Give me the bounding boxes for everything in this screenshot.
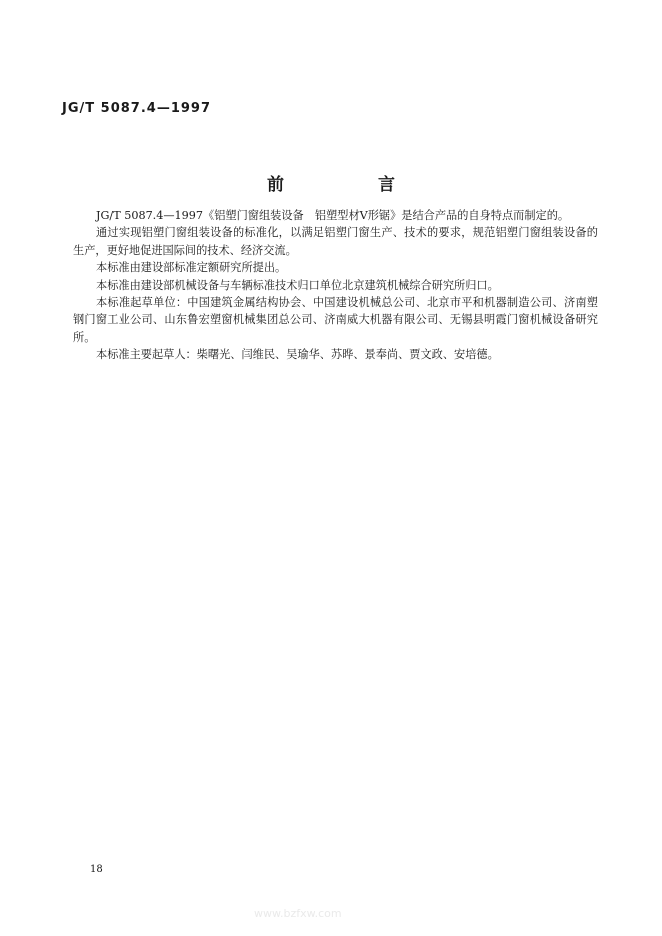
paragraph-scope: JG/T 5087.4—1997《铝塑门窗组装设备 铝塑型材Ⅴ形锯》是结合产品的自身特点而制定的。: [96, 209, 570, 222]
paragraph-administrator: 本标准由建设部机械设备与车辆标准技术归口单位北京建筑机械综合研究所归口。: [96, 278, 499, 292]
standard-code: JG/T 5087.4—1997: [62, 101, 211, 116]
paragraph-drafting-units: 本标准起草单位：中国建筑金属结构协会、中国建设机械总公司、北京市平和机器制造公司、济南塑钢门窗工业公司、山东鲁宏塑窗机械集团总公司、济南威大机器有限公司、无锡县明霞门窗机械设备研究所。: [73, 296, 598, 344]
paragraph-proposer: 本标准由建设部标准定额研究所提出。: [96, 261, 287, 275]
paragraph-purpose: 通过实现铝塑门窗组装设备的标准化，以满足铝塑门窗生产、技术的要求，规范铝塑门窗组装设备的生产，更好地促进国际间的技术、经济交流。: [73, 226, 598, 257]
foreword-body: [73, 207, 598, 364]
page-number: 18: [90, 864, 103, 875]
paragraph-drafters: 本标准主要起草人：柴曙光、闫维民、吴瑜华、苏晔、景奉尚、贾文政、安培德。: [96, 348, 499, 362]
watermark: www.bzfxw.com: [254, 907, 342, 920]
page-title: 前 言: [267, 175, 439, 195]
